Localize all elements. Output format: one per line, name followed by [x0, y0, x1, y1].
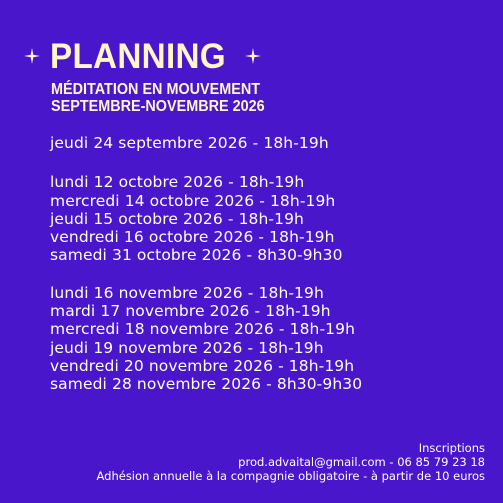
footer-note: Adhésion annuelle à la compagnie obligatoire - à partir de 10 euros — [96, 469, 485, 483]
schedule-group-november — [50, 284, 490, 394]
date-entry: jeudi 24 septembre 2026 - 18h-19h — [50, 134, 329, 152]
schedule-group-september — [50, 134, 490, 152]
footer — [96, 441, 485, 483]
sparkle-icon — [24, 48, 40, 64]
footer-contact: prod.advaital@gmail.com - 06 85 79 23 18 — [238, 455, 485, 469]
date-entry: mercredi 18 novembre 2026 - 18h-19h — [50, 320, 356, 339]
date-entry: samedi 28 novembre 2026 - 8h30-9h30 — [50, 375, 363, 394]
date-entry: mardi 17 novembre 2026 - 18h-19h — [50, 302, 331, 321]
schedule — [50, 134, 490, 413]
date-entry: lundi 16 novembre 2026 - 18h-19h — [50, 283, 324, 302]
date-entry: jeudi 15 octobre 2026 - 18h-19h — [50, 209, 304, 228]
date-entry: samedi 31 octobre 2026 - 8h30-9h30 — [50, 246, 343, 265]
footer-label: Inscriptions — [418, 441, 485, 455]
schedule-group-october — [50, 173, 490, 264]
page-title: PLANNING — [50, 36, 226, 76]
date-entry: vendredi 16 octobre 2026 - 18h-19h — [50, 228, 335, 247]
date-entry: jeudi 19 novembre 2026 - 18h-19h — [50, 338, 324, 357]
subtitle-line-1: MÉDITATION EN MOUVEMENT — [51, 81, 261, 98]
title-row — [24, 36, 261, 76]
date-entry: lundi 12 octobre 2026 - 18h-19h — [50, 173, 305, 192]
subtitle-line-2: SEPTEMBRE-NOVEMBRE 2026 — [51, 98, 265, 115]
date-entry: vendredi 20 novembre 2026 - 18h-19h — [50, 356, 355, 375]
sparkle-icon — [245, 48, 261, 64]
date-entry: mercredi 14 octobre 2026 - 18h-19h — [50, 191, 336, 210]
